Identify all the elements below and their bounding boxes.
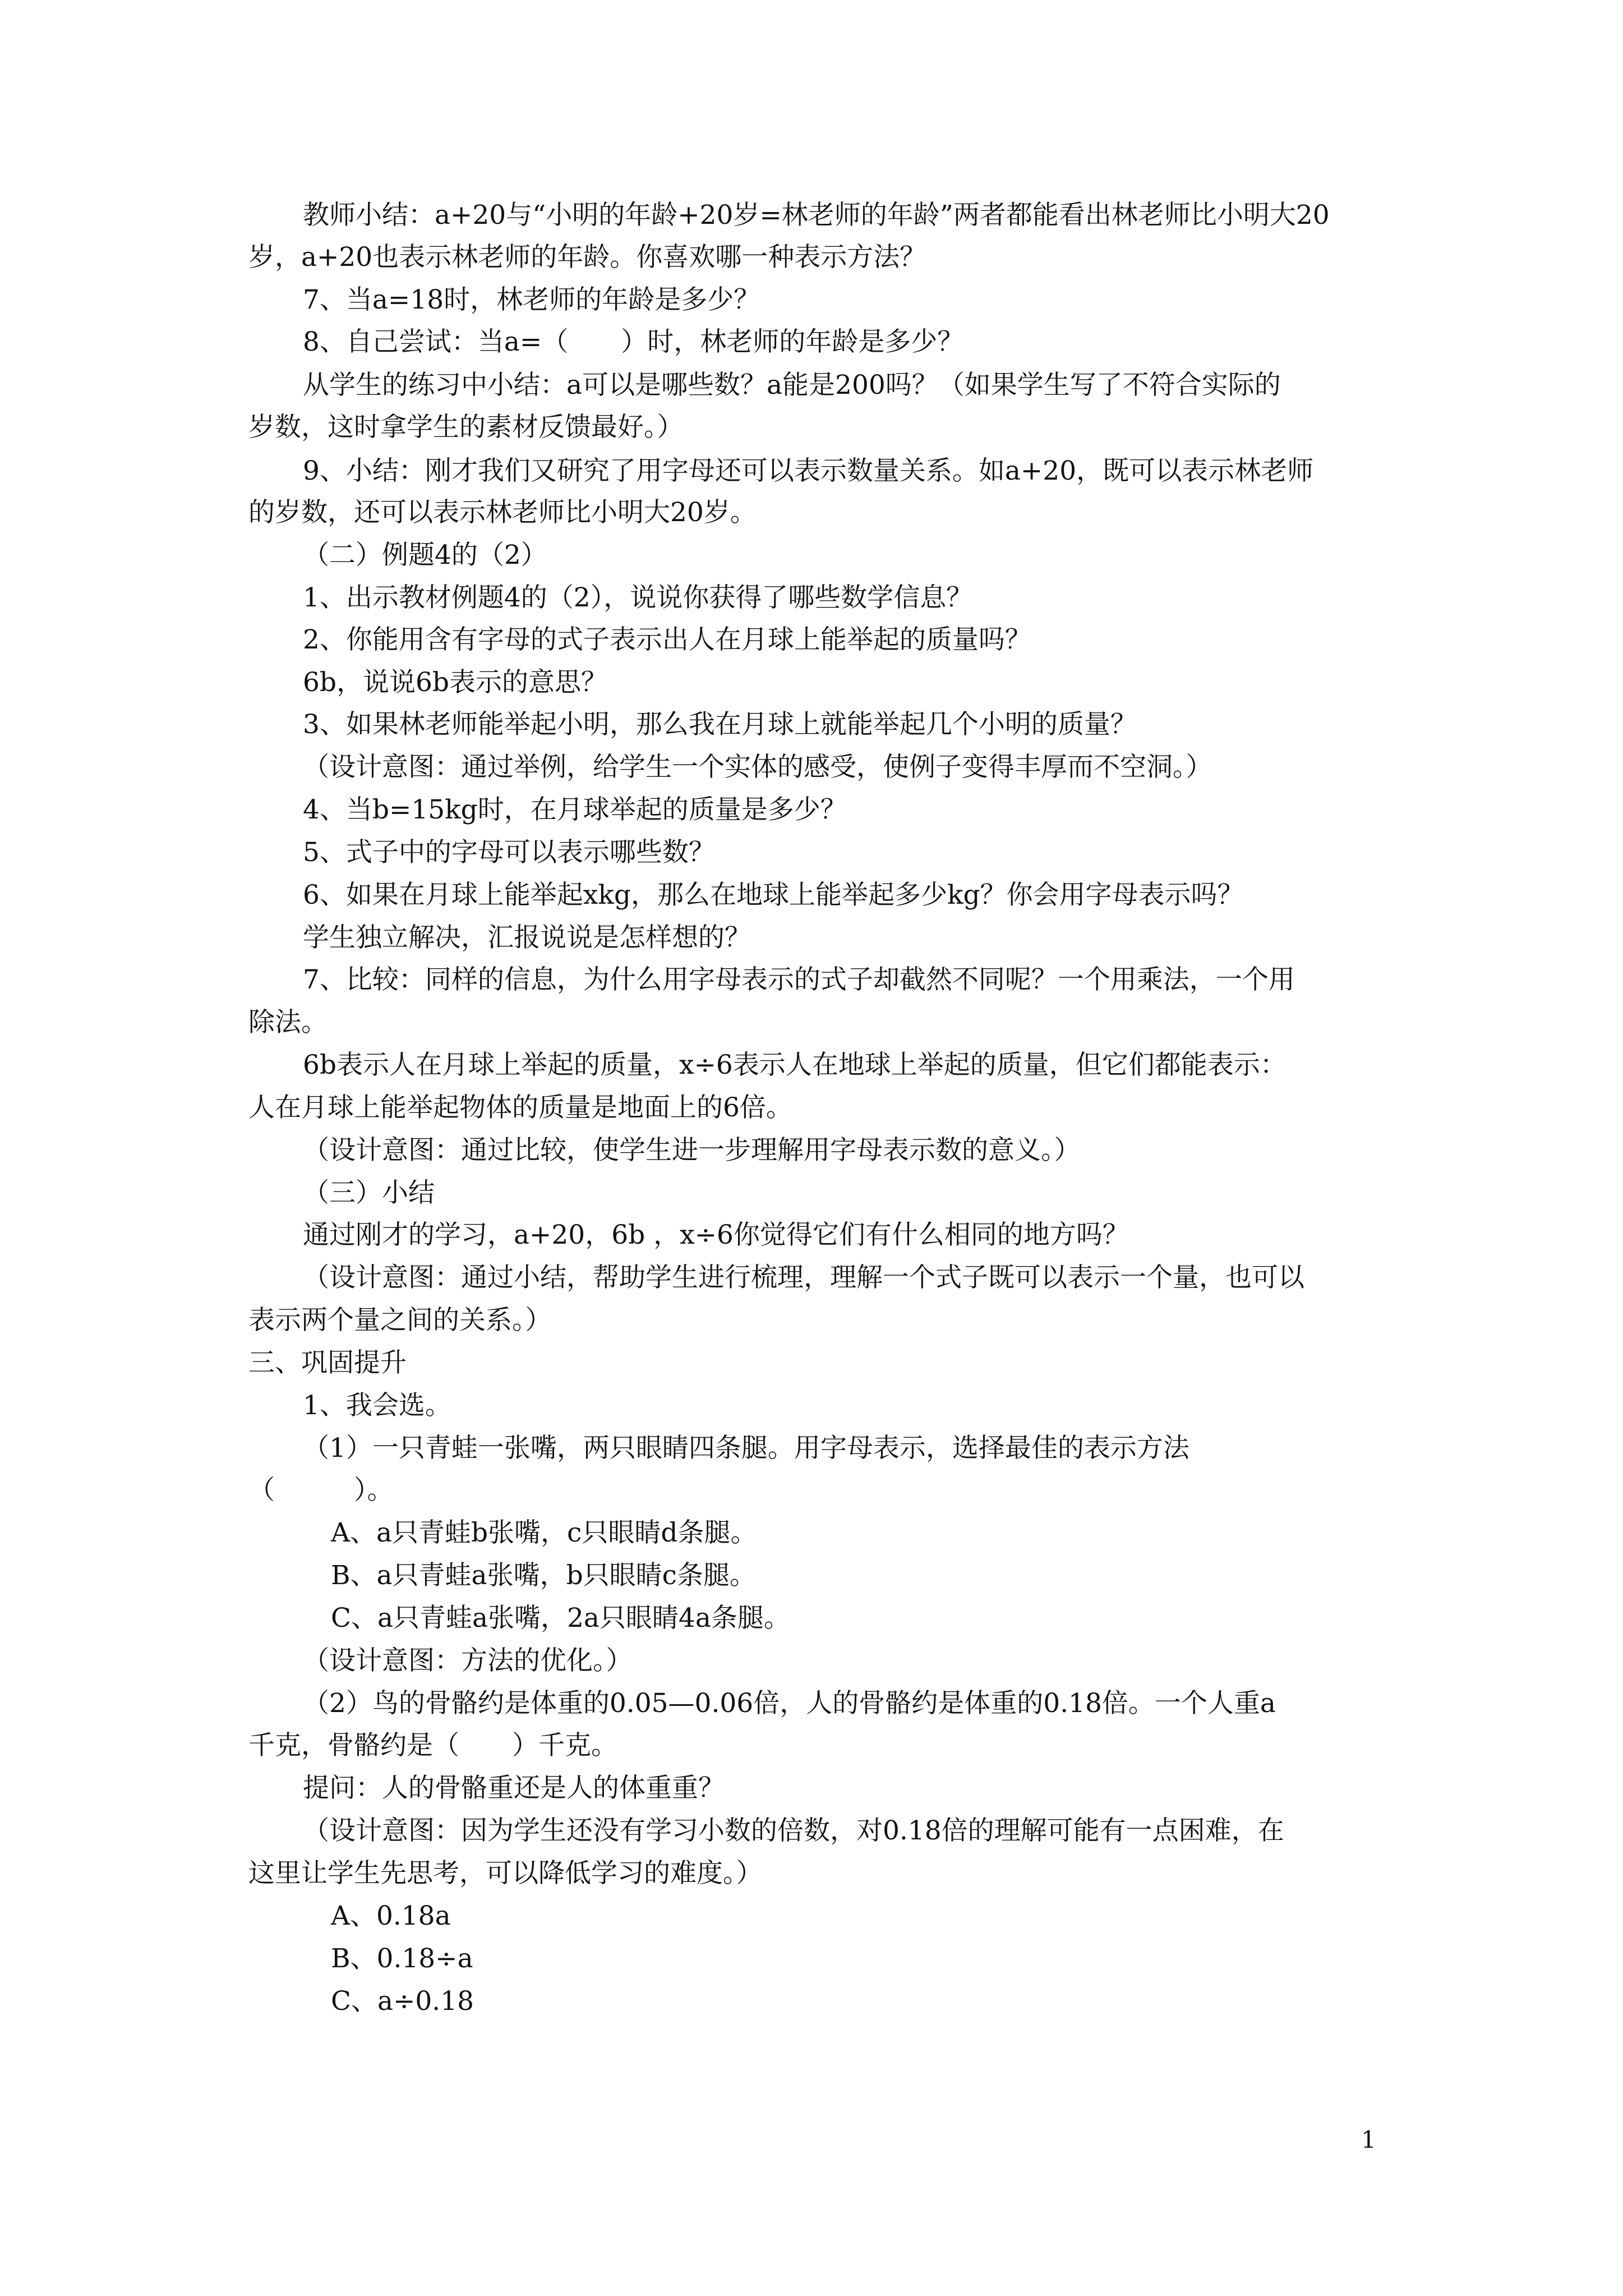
text-line: 1、出示教材例题4的（2），说说你获得了哪些数学信息？ — [303, 582, 973, 613]
text-line: 7、比较：同样的信息，为什么用字母表示的式子却截然不同呢？一个用乘法，一个用 — [303, 964, 1295, 995]
text-line: 岁，a+20也表示林老师的年龄。你喜欢哪一种表示方法？ — [248, 242, 926, 273]
text-line: 除法。 — [248, 1007, 328, 1038]
option-line: C、a÷0.18 — [331, 1986, 474, 2017]
text-line: （设计意图：通过比较，使学生进一步理解用字母表示数的意义。） — [303, 1135, 1081, 1166]
text-line: 5、式子中的字母可以表示哪些数？ — [303, 837, 715, 868]
text-line: 表示两个量之间的关系。） — [248, 1305, 552, 1336]
option-line: C、a只青蛙a张嘴，2a只眼睛4a条腿。 — [331, 1603, 790, 1634]
text-line: （设计意图：通过举例，给学生一个实体的感受，使例子变得丰厚而不空洞。） — [303, 752, 1212, 783]
option-line: A、0.18a — [331, 1901, 451, 1931]
text-line: 这里让学生先思考，可以降低学习的难度。） — [248, 1858, 763, 1889]
text-line: 6b表示人在月球上举起的质量，x÷6表示人在地球上举起的质量，但它们都能表示： — [303, 1050, 1287, 1080]
text-line: 通过刚才的学习，a+20，6b ，x÷6你觉得它们有什么相同的地方吗？ — [303, 1220, 1129, 1250]
text-line: 7、当a=18时，林老师的年龄是多少？ — [303, 284, 760, 315]
section-heading: （三）小结 — [303, 1177, 435, 1208]
text-line: 教师小结：a+20与“小明的年龄+20岁=林老师的年龄”两者都能看出林老师比小明大20 — [303, 200, 1330, 231]
text-line: 提问：人的骨骼重还是人的体重重？ — [303, 1773, 725, 1803]
text-line: 3、如果林老师能举起小明，那么我在月球上就能举起几个小明的质量？ — [303, 709, 1137, 740]
text-line: 的岁数，还可以表示林老师比小明大20岁。 — [248, 497, 757, 528]
text-line: 千克，骨骼约是（ ）千克。 — [248, 1730, 617, 1761]
text-line: 9、小结：刚才我们又研究了用字母还可以表示数量关系。如a+20，既可以表示林老师 — [303, 455, 1314, 486]
text-line: 2、你能用含有字母的式子表示出人在月球上能举起的质量吗？ — [303, 624, 1031, 655]
text-line: （设计意图：因为学生还没有学习小数的倍数，对0.18倍的理解可能有一点困难，在 — [303, 1815, 1284, 1846]
text-line: 8、自己尝试：当a=（ ）时，林老师的年龄是多少？ — [303, 326, 964, 357]
text-line: 4、当b=15kg时，在月球举起的质量是多少？ — [303, 794, 847, 825]
text-line: （ ）。 — [248, 1475, 394, 1506]
option-line: B、a只青蛙a张嘴，b只眼睛c条腿。 — [331, 1560, 756, 1591]
text-line: （设计意图：方法的优化。） — [303, 1645, 633, 1676]
section-heading: （二）例题4的（2） — [303, 540, 547, 570]
text-line: 6、如果在月球上能举起xkg，那么在地球上能举起多少kg？你会用字母表示吗？ — [303, 880, 1244, 910]
text-line: 学生独立解决，汇报说说是怎样想的？ — [303, 922, 751, 953]
text-line: 1、我会选。 — [303, 1390, 451, 1421]
text-line: （设计意图：通过小结，帮助学生进行梳理，理解一个式子既可以表示一个量，也可以 — [303, 1262, 1304, 1293]
option-line: B、0.18÷a — [331, 1943, 473, 1974]
text-line: 岁数，这时拿学生的素材反馈最好。） — [248, 412, 684, 443]
page-number: 1 — [1361, 2126, 1376, 2154]
text-line: （2）鸟的骨骼约是体重的0.05—0.06倍，人的骨骼约是体重的0.18倍。一个人重a — [303, 1688, 1276, 1719]
text-line: 6b，说说6b表示的意思？ — [303, 667, 607, 698]
option-line: A、a只青蛙b张嘴，c只眼睛d条腿。 — [331, 1517, 757, 1548]
text-line: 从学生的练习中小结：a可以是哪些数？a能是200吗？（如果学生写了不符合实际的 — [303, 370, 1281, 401]
section-heading: 三、巩固提升 — [248, 1347, 407, 1378]
text-line: 人在月球上能举起物体的质量是地面上的6倍。 — [248, 1092, 792, 1123]
text-line: （1）一只青蛙一张嘴，两只眼睛四条腿。用字母表示，选择最佳的表示方法 — [303, 1433, 1189, 1464]
